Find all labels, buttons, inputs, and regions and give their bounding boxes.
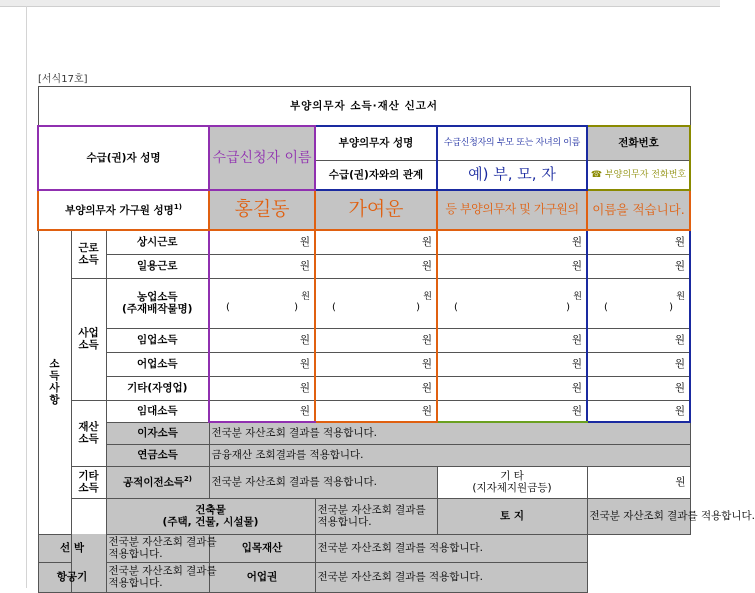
other-income-group xyxy=(71,466,106,498)
fishery-amount-4[interactable]: 원 xyxy=(587,352,690,376)
income-property-report-form xyxy=(37,86,755,593)
crop-name-parens: ( ) xyxy=(226,302,298,314)
farm-income-cell-4[interactable] xyxy=(587,278,690,328)
regular-labor-amount-3[interactable]: 원 xyxy=(437,230,587,254)
page-margin-guide xyxy=(26,6,27,588)
member-names-label xyxy=(38,190,209,230)
self-employed-amount-2[interactable]: 원 xyxy=(315,376,437,400)
group-label: 소득 xyxy=(78,433,99,445)
window-top-edge xyxy=(0,0,720,7)
relation-label: 수급(권)자와의 관계 xyxy=(315,160,437,190)
group-label: 소득 xyxy=(78,482,99,494)
rent-amount-4[interactable]: 원 xyxy=(587,400,690,422)
won-unit: 원 xyxy=(573,292,582,303)
aircraft-label: 항공기 xyxy=(38,562,106,592)
forestry-amount-1[interactable]: 원 xyxy=(209,328,315,352)
group-label: 기타 xyxy=(78,469,99,482)
group-label: 소득 xyxy=(78,254,99,267)
won-unit: 원 xyxy=(423,292,432,303)
fishery-amount-1[interactable]: 원 xyxy=(209,352,315,376)
note-line: 적용합니다. xyxy=(108,577,163,589)
other-income-label-text: 기 타 xyxy=(500,469,524,482)
standing-trees-note: 전국분 자산조회 결과를 적용합니다. xyxy=(315,534,587,562)
building-label xyxy=(106,498,315,534)
forestry-income-label: 임업소득 xyxy=(106,328,209,352)
self-employed-amount-4[interactable]: 원 xyxy=(587,376,690,400)
group-label: 사업 xyxy=(78,326,99,339)
crop-name-parens: ( ) xyxy=(454,302,570,314)
supporter-name-label: 부양의무자 성명 xyxy=(315,126,437,160)
ship-note xyxy=(106,534,217,562)
member-name-2[interactable]: 가여운 xyxy=(315,190,437,230)
labor-income-group xyxy=(71,230,106,278)
income-title-char: 득 xyxy=(49,370,60,383)
form-title: 부양의무자 소득·재산 신고서 xyxy=(38,87,690,127)
form-number: [서식17호] xyxy=(38,74,88,85)
standing-trees-label: 입목재산 xyxy=(209,534,315,562)
footnote-marker-1: 1) xyxy=(173,203,182,212)
forestry-amount-3[interactable]: 원 xyxy=(437,328,587,352)
supporter-name-field[interactable]: 수급신청자의 부모 또는 자녀의 이름 xyxy=(437,126,587,160)
phone-label: 전화번호 xyxy=(587,126,690,160)
farm-income-cell-3[interactable] xyxy=(437,278,587,328)
member-names-label-text: 부양의무자 가구원 성명 xyxy=(65,204,174,217)
pension-income-label: 연금소득 xyxy=(106,444,209,466)
rent-amount-1[interactable]: 원 xyxy=(209,400,315,422)
public-transfer-label xyxy=(106,466,209,498)
other-income-amount[interactable]: 원 xyxy=(587,466,690,498)
interest-income-note: 전국분 자산조회 결과를 적용합니다. xyxy=(209,422,690,444)
crop-name-parens: ( ) xyxy=(332,302,420,314)
farm-income-label-line1: 농업소득 xyxy=(136,290,178,303)
note-line: 전국분 자산조회 결과를 xyxy=(108,564,217,577)
recipient-name-field[interactable]: 수급신청자 이름 xyxy=(209,126,315,190)
public-transfer-note: 전국분 자산조회 결과를 적용합니다. xyxy=(209,466,437,498)
ship-label: 선 박 xyxy=(38,534,106,562)
fishery-amount-3[interactable]: 원 xyxy=(437,352,587,376)
public-transfer-label-text: 공적이전소득 xyxy=(123,476,184,489)
daily-labor-label: 일용근로 xyxy=(106,254,209,278)
building-label-line2: (주택, 건물, 시설물) xyxy=(162,516,259,528)
regular-labor-label: 상시근로 xyxy=(106,230,209,254)
regular-labor-amount-4[interactable]: 원 xyxy=(587,230,690,254)
self-employed-amount-3[interactable]: 원 xyxy=(437,376,587,400)
fishing-rights-label: 어업권 xyxy=(209,562,315,592)
daily-labor-amount-4[interactable]: 원 xyxy=(587,254,690,278)
daily-labor-amount-3[interactable]: 원 xyxy=(437,254,587,278)
daily-labor-amount-1[interactable]: 원 xyxy=(209,254,315,278)
aircraft-note xyxy=(106,562,217,592)
rent-income-label: 임대소득 xyxy=(106,400,209,422)
income-title-char: 사 xyxy=(49,382,60,395)
member-name-3[interactable]: 등 부양의무자 및 가구원의 xyxy=(437,190,587,230)
building-note xyxy=(315,498,437,534)
group-label: 소득 xyxy=(78,339,99,351)
other-income-label xyxy=(437,466,587,498)
footnote-marker-2: 2) xyxy=(183,475,192,484)
land-note: 전국분 자산조회 결과를 적용합니다. xyxy=(587,498,690,534)
recipient-name-label: 수급(권)자 성명 xyxy=(38,126,209,190)
won-unit: 원 xyxy=(676,292,685,303)
note-line: 적용합니다. xyxy=(317,516,372,528)
farm-income-label-line2: (주재배작물명) xyxy=(122,303,193,315)
building-label-line1: 건축물 xyxy=(195,503,226,516)
rent-amount-2[interactable]: 원 xyxy=(315,400,437,422)
farm-income-cell-2[interactable] xyxy=(315,278,437,328)
income-section-title xyxy=(38,230,71,534)
phone-field[interactable]: ☎ 부양의무자 전화번호 xyxy=(587,160,690,190)
crop-name-parens: ( ) xyxy=(604,302,673,314)
relation-field[interactable]: 예) 부, 모, 자 xyxy=(437,160,587,190)
fishery-amount-2[interactable]: 원 xyxy=(315,352,437,376)
property-income-group xyxy=(71,400,106,466)
group-label: 근로 xyxy=(78,242,99,255)
farm-income-cell-1[interactable] xyxy=(209,278,315,328)
regular-labor-amount-1[interactable]: 원 xyxy=(209,230,315,254)
member-name-4[interactable]: 이름을 적습니다. xyxy=(587,190,690,230)
note-line: 적용합니다. xyxy=(108,548,163,560)
group-label: 재산 xyxy=(78,420,99,433)
business-income-group xyxy=(71,278,106,400)
income-title-char: 소 xyxy=(49,358,60,371)
member-name-1[interactable]: 홍길동 xyxy=(209,190,315,230)
pension-income-note: 금융재산 조회결과를 적용합니다. xyxy=(209,444,690,466)
note-line: 전국분 자산조회 결과를 xyxy=(108,535,217,548)
farm-income-label xyxy=(106,278,209,328)
income-title-char: 항 xyxy=(49,394,60,407)
fishery-income-label: 어업소득 xyxy=(106,352,209,376)
other-income-sublabel: (지자체지원금등) xyxy=(472,482,552,494)
rent-amount-3[interactable]: 원 xyxy=(437,400,587,422)
regular-labor-amount-2[interactable]: 원 xyxy=(315,230,437,254)
interest-income-label: 이자소득 xyxy=(106,422,209,444)
forestry-amount-2[interactable]: 원 xyxy=(315,328,437,352)
self-employed-amount-1[interactable]: 원 xyxy=(209,376,315,400)
won-unit: 원 xyxy=(301,292,310,303)
self-employed-label: 기타(자영업) xyxy=(106,376,209,400)
fishing-rights-note: 전국분 자산조회 결과를 적용합니다. xyxy=(315,562,587,592)
note-line: 전국분 자산조회 결과를 xyxy=(317,503,426,516)
daily-labor-amount-2[interactable]: 원 xyxy=(315,254,437,278)
forestry-amount-4[interactable]: 원 xyxy=(587,328,690,352)
land-label: 토 지 xyxy=(437,498,587,534)
